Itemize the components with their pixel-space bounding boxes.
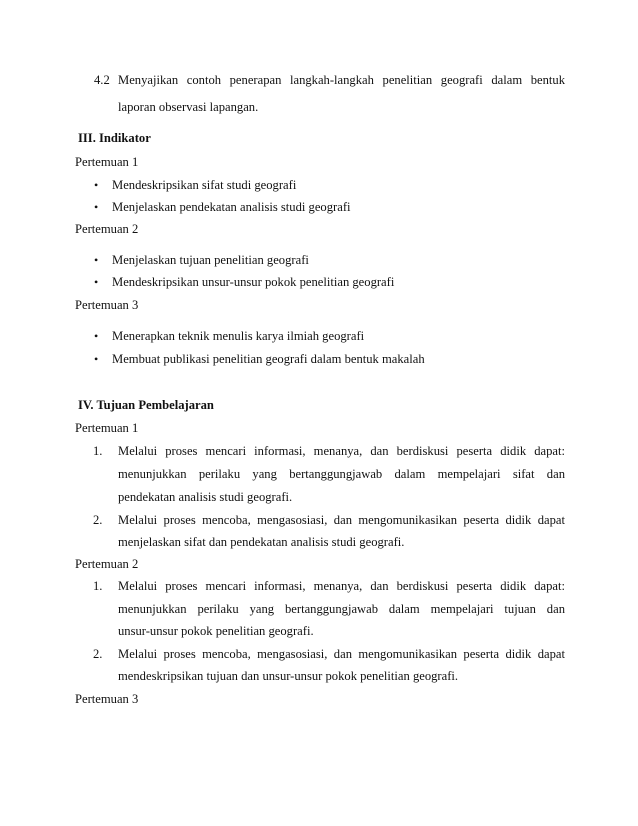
tujuan-item-line: Melalui proses mencari informasi, menanya, dan berdiskusi peserta didik dapat: [118,444,565,458]
tujuan-item-number: 2. [93,513,103,527]
indikator-bullet-item: • Menjelaskan tujuan penelitian geografi [112,252,309,268]
section-heading-tujuan: IV. Tujuan Pembelajaran [78,398,214,412]
tujuan-item-line: pendekatan analisis studi geografi. [118,490,293,504]
tujuan-item-number: 1. [93,444,103,458]
indikator-meeting-3: Pertemuan 3 [75,298,139,312]
tujuan-meeting-3: Pertemuan 3 [75,692,139,706]
indikator-bullet-item: • Menjelaskan pendekatan analisis studi geografi [112,199,351,215]
indikator-meeting-1: Pertemuan 1 [75,155,139,169]
tujuan-item-line: mendeskripsikan tujuan dan unsur-unsur pokok penelitian geografi. [118,669,459,683]
tujuan-item-line: Melalui proses mencoba, mengasosiasi, dan mengomunikasikan peserta didik dapat [118,647,565,661]
indikator-meeting-2: Pertemuan 2 [75,222,139,236]
indikator-bullet-item: • Mendeskripsikan unsur-unsur pokok penelitian geografi [112,274,394,290]
kd-text-line-1: Menyajikan contoh penerapan langkah-langkah penelitian geografi dalam bentuk [118,73,565,87]
section-heading-indikator: III. Indikator [78,131,151,145]
tujuan-item-number: 2. [93,647,103,661]
kd-number: 4.2 [94,73,110,87]
tujuan-item-line: menunjukkan perilaku yang bertanggungjawab dalam mempelajari tujuan dan [118,602,565,616]
tujuan-meeting-1: Pertemuan 1 [75,421,139,435]
tujuan-meeting-2: Pertemuan 2 [75,557,139,571]
indikator-bullet-item: • Menerapkan teknik menulis karya ilmiah geografi [112,328,364,344]
tujuan-item-line: Melalui proses mencari informasi, menanya, dan berdiskusi peserta didik dapat: [118,579,565,593]
tujuan-item-line: unsur-unsur pokok penelitian geografi. [118,624,314,638]
tujuan-item-line: menjelaskan sifat dan pendekatan analisis studi geografi. [118,535,405,549]
tujuan-item-line: menunjukkan perilaku yang bertanggungjawab dalam mempelajari sifat dan [118,467,565,481]
tujuan-item-line: Melalui proses mencoba, mengasosiasi, dan mengomunikasikan peserta didik dapat [118,513,565,527]
tujuan-item-number: 1. [93,579,103,593]
indikator-bullet-item: • Membuat publikasi penelitian geografi dalam bentuk makalah [112,351,425,367]
indikator-bullet-item: • Mendeskripsikan sifat studi geografi [112,177,296,193]
kd-text-line-2: laporan observasi lapangan. [118,100,259,114]
